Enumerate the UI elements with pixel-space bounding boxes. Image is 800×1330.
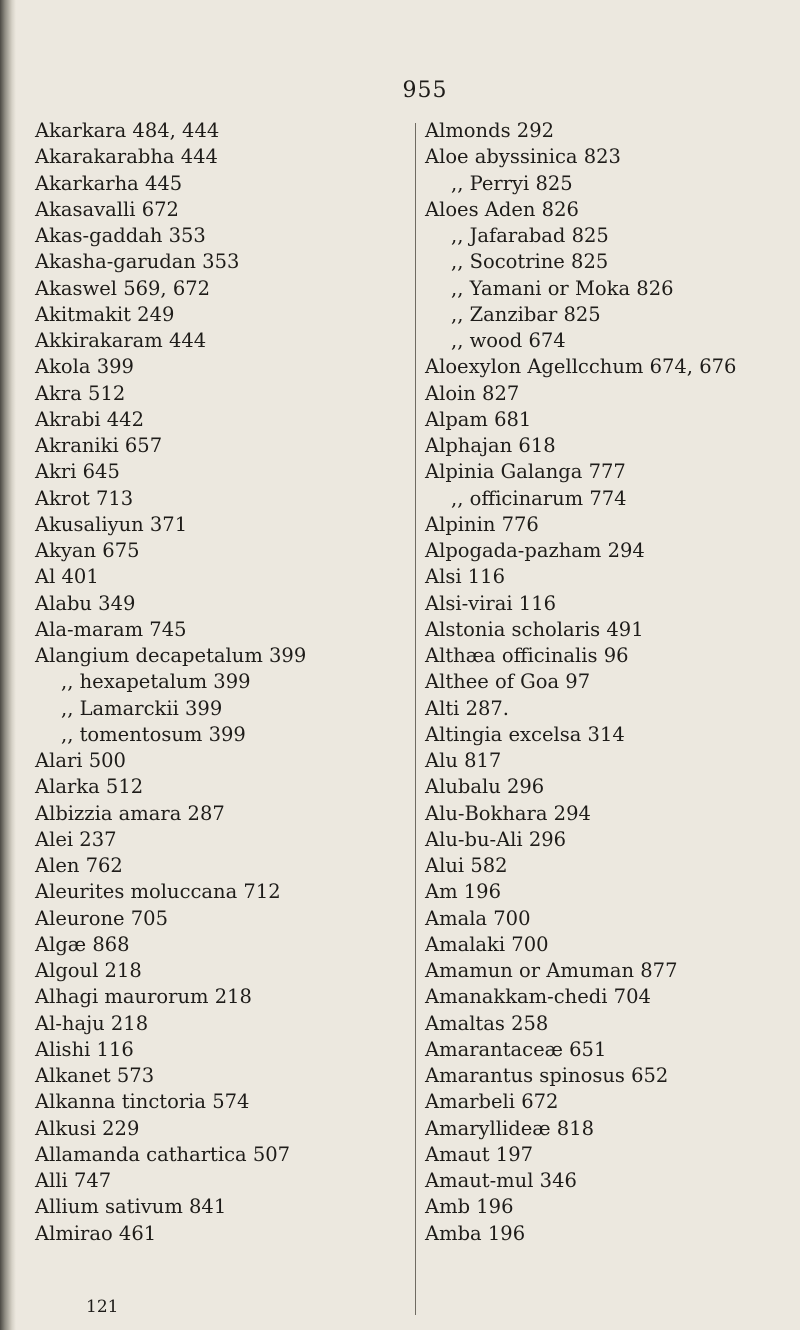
index-entry: Amaut-mul 346 [425,1169,577,1192]
index-entry: Akasavalli 672 [35,197,179,221]
index-entry: Amaryllideæ 818 [425,1116,595,1140]
index-entry: Alsi-virai 116 [425,591,557,615]
index-entry: Akola 399 [35,355,134,379]
index-entry: Alpinin 776 [425,512,539,536]
index-entry: Alstonia scholaris 491 [425,617,644,641]
index-entry: Alkanet 573 [35,1064,155,1087]
index-entry: ,, Zanzibar 825 [451,302,601,326]
index-entry: Alhagi maurorum 218 [35,985,252,1009]
index-entry: Alpogada-pazham 294 [425,539,645,562]
index-entry: Albizzia amara 287 [35,801,225,825]
index-entry: Akarkara 484, 444 [35,119,220,142]
index-entry: Amamun or Amuman 877 [425,959,678,982]
index-entry: Amalaki 700 [425,932,549,956]
index-entry: Amarantaceæ 651 [425,1037,607,1061]
book-spine-shadow [0,0,16,1330]
index-entry: Alpam 681 [425,407,532,431]
index-entry: Alari 500 [35,749,126,772]
index-entry: Alabu 349 [35,591,136,615]
index-entry: Aleurone 705 [35,906,168,930]
index-entry: Akkirakaram 444 [35,329,207,352]
page-number: 955 [402,78,448,103]
signature-mark: 121 [86,1297,119,1317]
index-entry: ,, officinarum 774 [451,486,627,510]
index-entry: Althee of Goa 97 [425,670,591,694]
index-entry: ,, Yamani or Moka 826 [451,276,674,300]
index-entry: Amanakkam-chedi 704 [425,985,651,1009]
index-entry: Amaltas 258 [425,1011,549,1035]
index-entry: Aloe abyssinica 823 [425,145,621,169]
index-entry: Alkusi 229 [35,1116,140,1140]
index-entry: Allamanda cathartica 507 [35,1142,291,1166]
index-entry: Amba 196 [425,1221,526,1245]
index-entry: Alkanna tinctoria 574 [35,1090,250,1114]
index-column-right [425,118,736,1247]
index-entry: Akarakarabha 444 [35,145,218,169]
index-entry: Alpinia Galanga 777 [425,460,626,484]
index-entry: Al 401 [35,565,99,589]
index-entry: Aloexylon Agellcchum 674, 676 [425,355,737,379]
index-entry: ,, wood 674 [451,329,566,352]
index-entry: Amala 700 [425,906,531,930]
index-entry: Almirao 461 [35,1221,157,1245]
index-entry: Algæ 868 [35,932,130,956]
index-entry: Alsi 116 [425,565,505,589]
column-divider [415,123,416,1315]
index-entry: Alu-bu-Ali 296 [425,827,567,851]
index-entry: Al-haju 218 [35,1011,149,1035]
index-entry: Akra 512 [35,381,126,405]
index-entry: Akitmakit 249 [35,302,175,326]
index-entry: Amarantus spinosus 652 [425,1064,669,1087]
index-entry: Alui 582 [425,854,508,877]
index-entry: Alangium decapetalum 399 [35,644,307,667]
index-entry: Akarkarha 445 [35,171,183,195]
index-entry: Akas-gaddah 353 [35,224,206,247]
index-entry: Am 196 [425,880,501,904]
index-entry: Alubalu 296 [425,775,545,799]
index-entry: Allium sativum 841 [35,1195,227,1219]
index-entry: ,, Socotrine 825 [451,250,609,274]
index-entry: Alen 762 [35,854,123,877]
index-entry: Akri 645 [35,460,120,484]
index-entry: Alarka 512 [35,775,144,799]
index-entry: ,, Perryi 825 [451,171,573,195]
index-entry: Aloin 827 [425,381,520,405]
index-entry: Alu-Bokhara 294 [425,801,591,825]
index-entry: ,, Lamarckii 399 [61,696,223,720]
index-entry: Alphajan 618 [425,434,556,457]
index-entry: Alti 287. [425,696,510,720]
index-entry: Amarbeli 672 [425,1090,559,1114]
index-entry: Alli 747 [35,1169,112,1192]
index-entry: ,, hexapetalum 399 [61,670,251,694]
index-entry: Altingia excelsa 314 [425,722,625,746]
index-entry: Aleurites moluccana 712 [35,880,281,904]
index-entry: Akusaliyun 371 [35,512,188,536]
index-entry: Althæa officinalis 96 [425,644,629,667]
index-entry: ,, tomentosum 399 [61,722,246,746]
index-entry: Akyan 675 [35,539,140,562]
index-entry: Aloes Aden 826 [425,197,579,221]
index-entry: Akaswel 569, 672 [35,276,211,300]
index-entry: Akraniki 657 [35,434,163,457]
index-entry: Algoul 218 [35,959,142,982]
index-entry: Akrabi 442 [35,407,144,431]
index-entry: Amaut 197 [425,1142,534,1166]
index-entry: Ala-maram 745 [35,617,187,641]
index-entry: Amb 196 [425,1195,514,1219]
index-column-left [35,118,306,1247]
index-entry: ,, Jafarabad 825 [451,224,609,247]
index-entry: Alishi 116 [35,1037,134,1061]
index-entry: Akasha-garudan 353 [35,250,240,274]
index-entry: Almonds 292 [425,119,555,142]
index-entry: Alei 237 [35,827,117,851]
index-entry: Alu 817 [425,749,502,772]
index-entry: Akrot 713 [35,486,134,510]
